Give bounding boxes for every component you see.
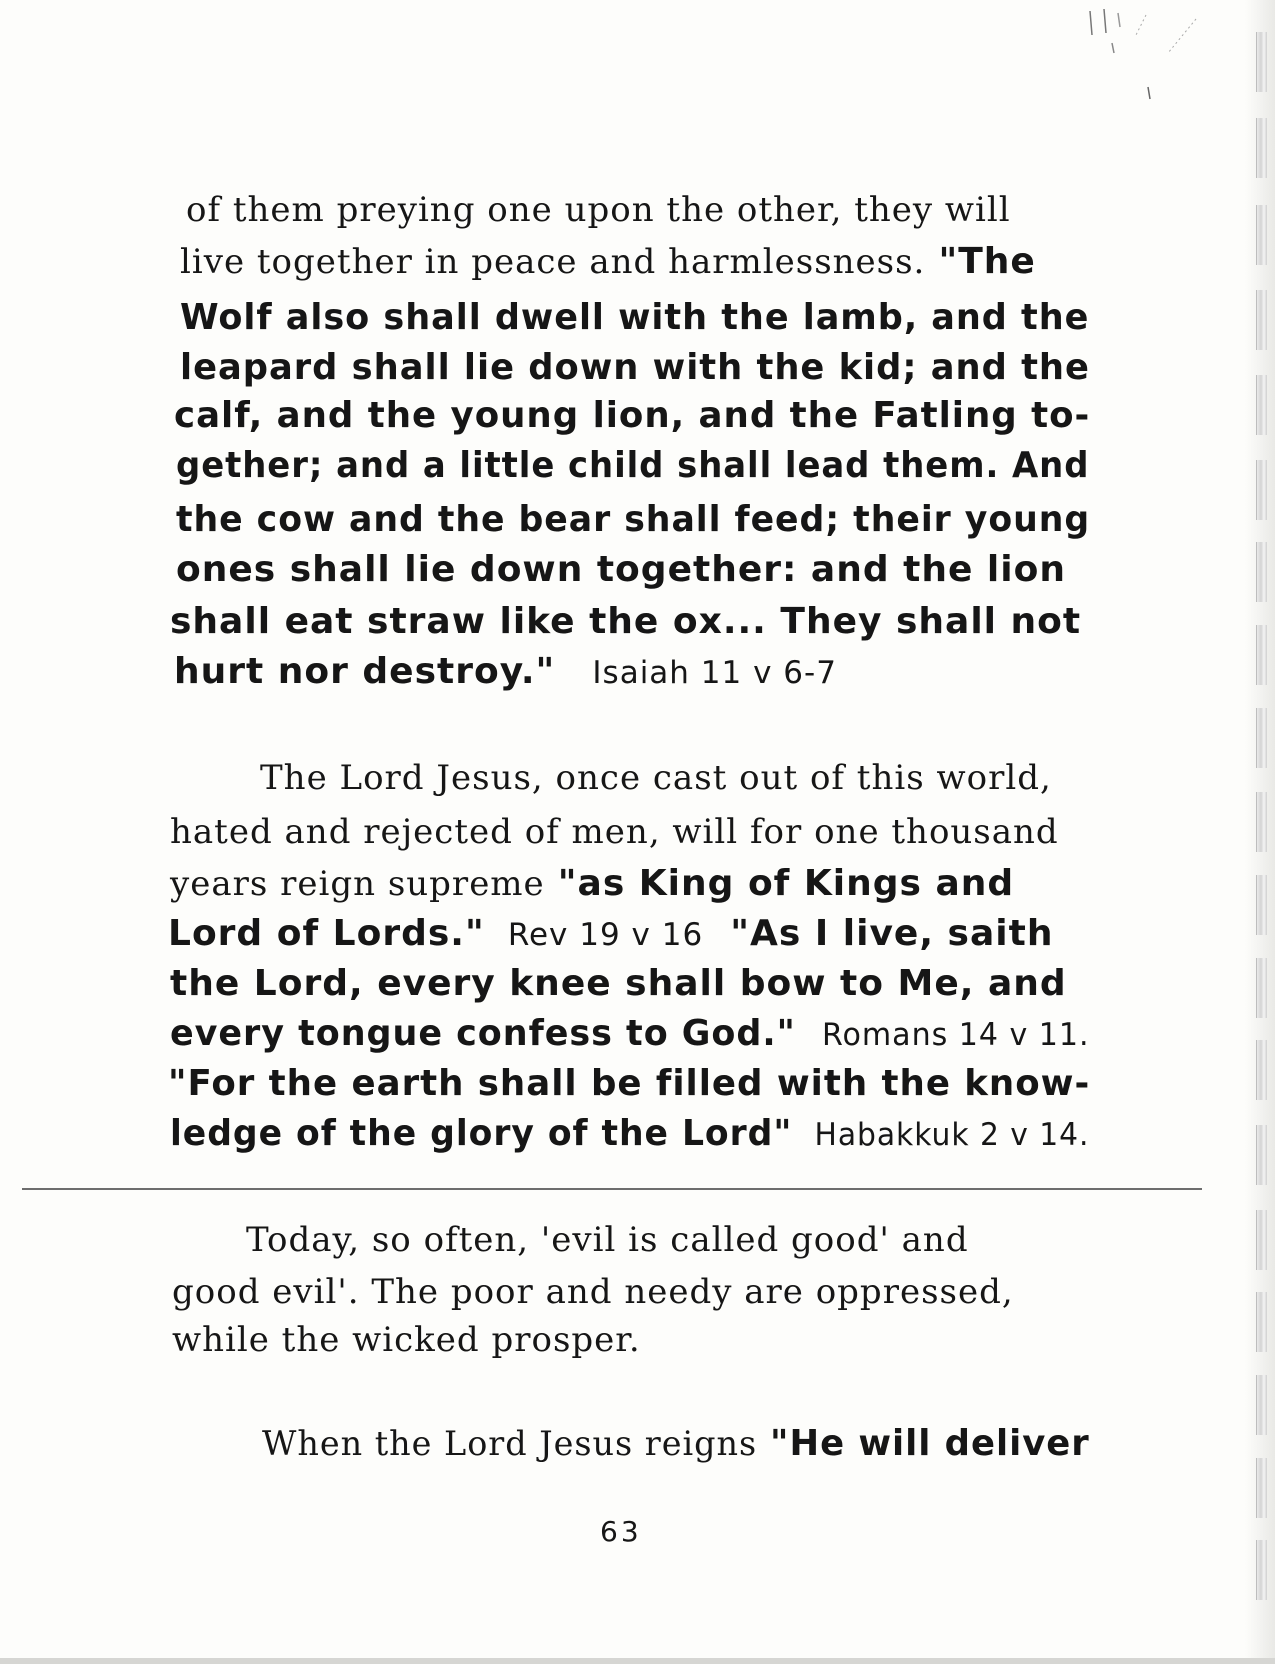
binding-ring <box>1256 1210 1267 1270</box>
binding-ring <box>1256 118 1267 178</box>
text-line <box>180 236 1036 286</box>
quote-text: leapard shall lie down with the kid; and the <box>180 347 1090 388</box>
text-line <box>186 184 1011 234</box>
binding-ring <box>1256 875 1267 935</box>
binding-ring <box>1256 1375 1267 1435</box>
page-edge <box>0 1658 1275 1664</box>
section-divider <box>22 1188 1202 1190</box>
quote-line <box>180 292 1089 342</box>
quote-line <box>174 646 837 697</box>
quote-text: the cow and the bear shall feed; their young <box>176 499 1091 540</box>
text-line <box>172 1314 641 1364</box>
line-text: hated and rejected of men, will for one thousand <box>170 812 1059 852</box>
binding-ring <box>1256 625 1267 685</box>
quote-line <box>176 544 1066 594</box>
binding-ring <box>1256 708 1267 768</box>
quote-line <box>174 390 1090 440</box>
text-line <box>170 858 1014 908</box>
quote-text: the Lord, every knee shall bow to Me, and <box>170 963 1067 1004</box>
text-line <box>170 806 1059 856</box>
page-number: 63 <box>600 1515 642 1548</box>
scripture-reference: Isaiah 11 v 6-7 <box>592 655 837 691</box>
quote-text: calf, and the young lion, and the Fatling to- <box>174 395 1091 436</box>
quote-text: "He will deliver <box>770 1423 1090 1464</box>
binding-ring <box>1256 1125 1267 1185</box>
quote-line <box>170 596 1081 646</box>
line-text: of them preying one upon the other, they will <box>186 190 1011 230</box>
quote-line <box>180 342 1090 392</box>
quote-line <box>168 908 1053 959</box>
line-text: When the Lord Jesus reigns <box>262 1424 758 1464</box>
binding-ring <box>1256 958 1267 1018</box>
quote-text: shall eat straw like the ox... They shall not <box>170 601 1082 642</box>
binding-ring <box>1256 375 1267 435</box>
line-text: years reign supreme <box>170 864 545 904</box>
quote-line <box>170 1108 1089 1159</box>
quote-text: "As I live, saith <box>730 913 1054 954</box>
scripture-reference: Romans 14 v 11. <box>822 1017 1090 1053</box>
line-text: The Lord Jesus, once cast out of this world, <box>260 758 1052 798</box>
binding-ring <box>1256 792 1267 852</box>
quote-text: Lord of Lords." <box>168 913 485 954</box>
line-text: good evil'. The poor and needy are oppressed, <box>172 1272 1014 1312</box>
quote-line <box>170 1008 1090 1059</box>
quote-text: gether; and a little child shall lead them. And <box>176 445 1090 486</box>
scripture-reference: Rev 19 v 16 <box>507 917 704 953</box>
binding-ring <box>1256 542 1267 602</box>
line-text: live together in peace and harmlessness. <box>180 242 926 282</box>
quote-text: ledge of the glory of the Lord" <box>170 1113 793 1154</box>
quote-text: hurt nor destroy." <box>174 651 556 692</box>
quote-line <box>168 1058 1090 1108</box>
quote-text: "The <box>938 241 1036 282</box>
quote-line <box>176 440 1089 490</box>
text-line <box>262 1418 1090 1468</box>
quote-line <box>176 494 1090 544</box>
binding-ring <box>1256 1458 1267 1518</box>
binding-ring <box>1256 32 1267 92</box>
scripture-reference: Habakkuk 2 v 14. <box>814 1117 1090 1153</box>
binding-ring <box>1256 460 1267 520</box>
binding-ring <box>1256 1040 1267 1100</box>
quote-text: "For the earth shall be filled with the know- <box>168 1063 1091 1104</box>
text-line <box>260 752 1052 802</box>
quote-text: every tongue confess to God." <box>170 1013 796 1054</box>
quote-line <box>170 958 1067 1008</box>
quote-text: Wolf also shall dwell with the lamb, and the <box>180 297 1090 338</box>
line-text: while the wicked prosper. <box>172 1320 641 1360</box>
quote-text: ones shall lie down together: and the lion <box>176 549 1066 590</box>
binding-ring <box>1256 205 1267 265</box>
quote-text: "as King of Kings and <box>557 863 1015 904</box>
binding-ring <box>1256 1540 1267 1600</box>
text-line <box>172 1266 1014 1316</box>
line-text: Today, so often, 'evil is called good' and <box>246 1220 969 1260</box>
binding-ring <box>1256 290 1267 350</box>
binding-ring <box>1256 1292 1267 1352</box>
scan-marks <box>1080 5 1220 105</box>
text-line <box>246 1214 969 1264</box>
